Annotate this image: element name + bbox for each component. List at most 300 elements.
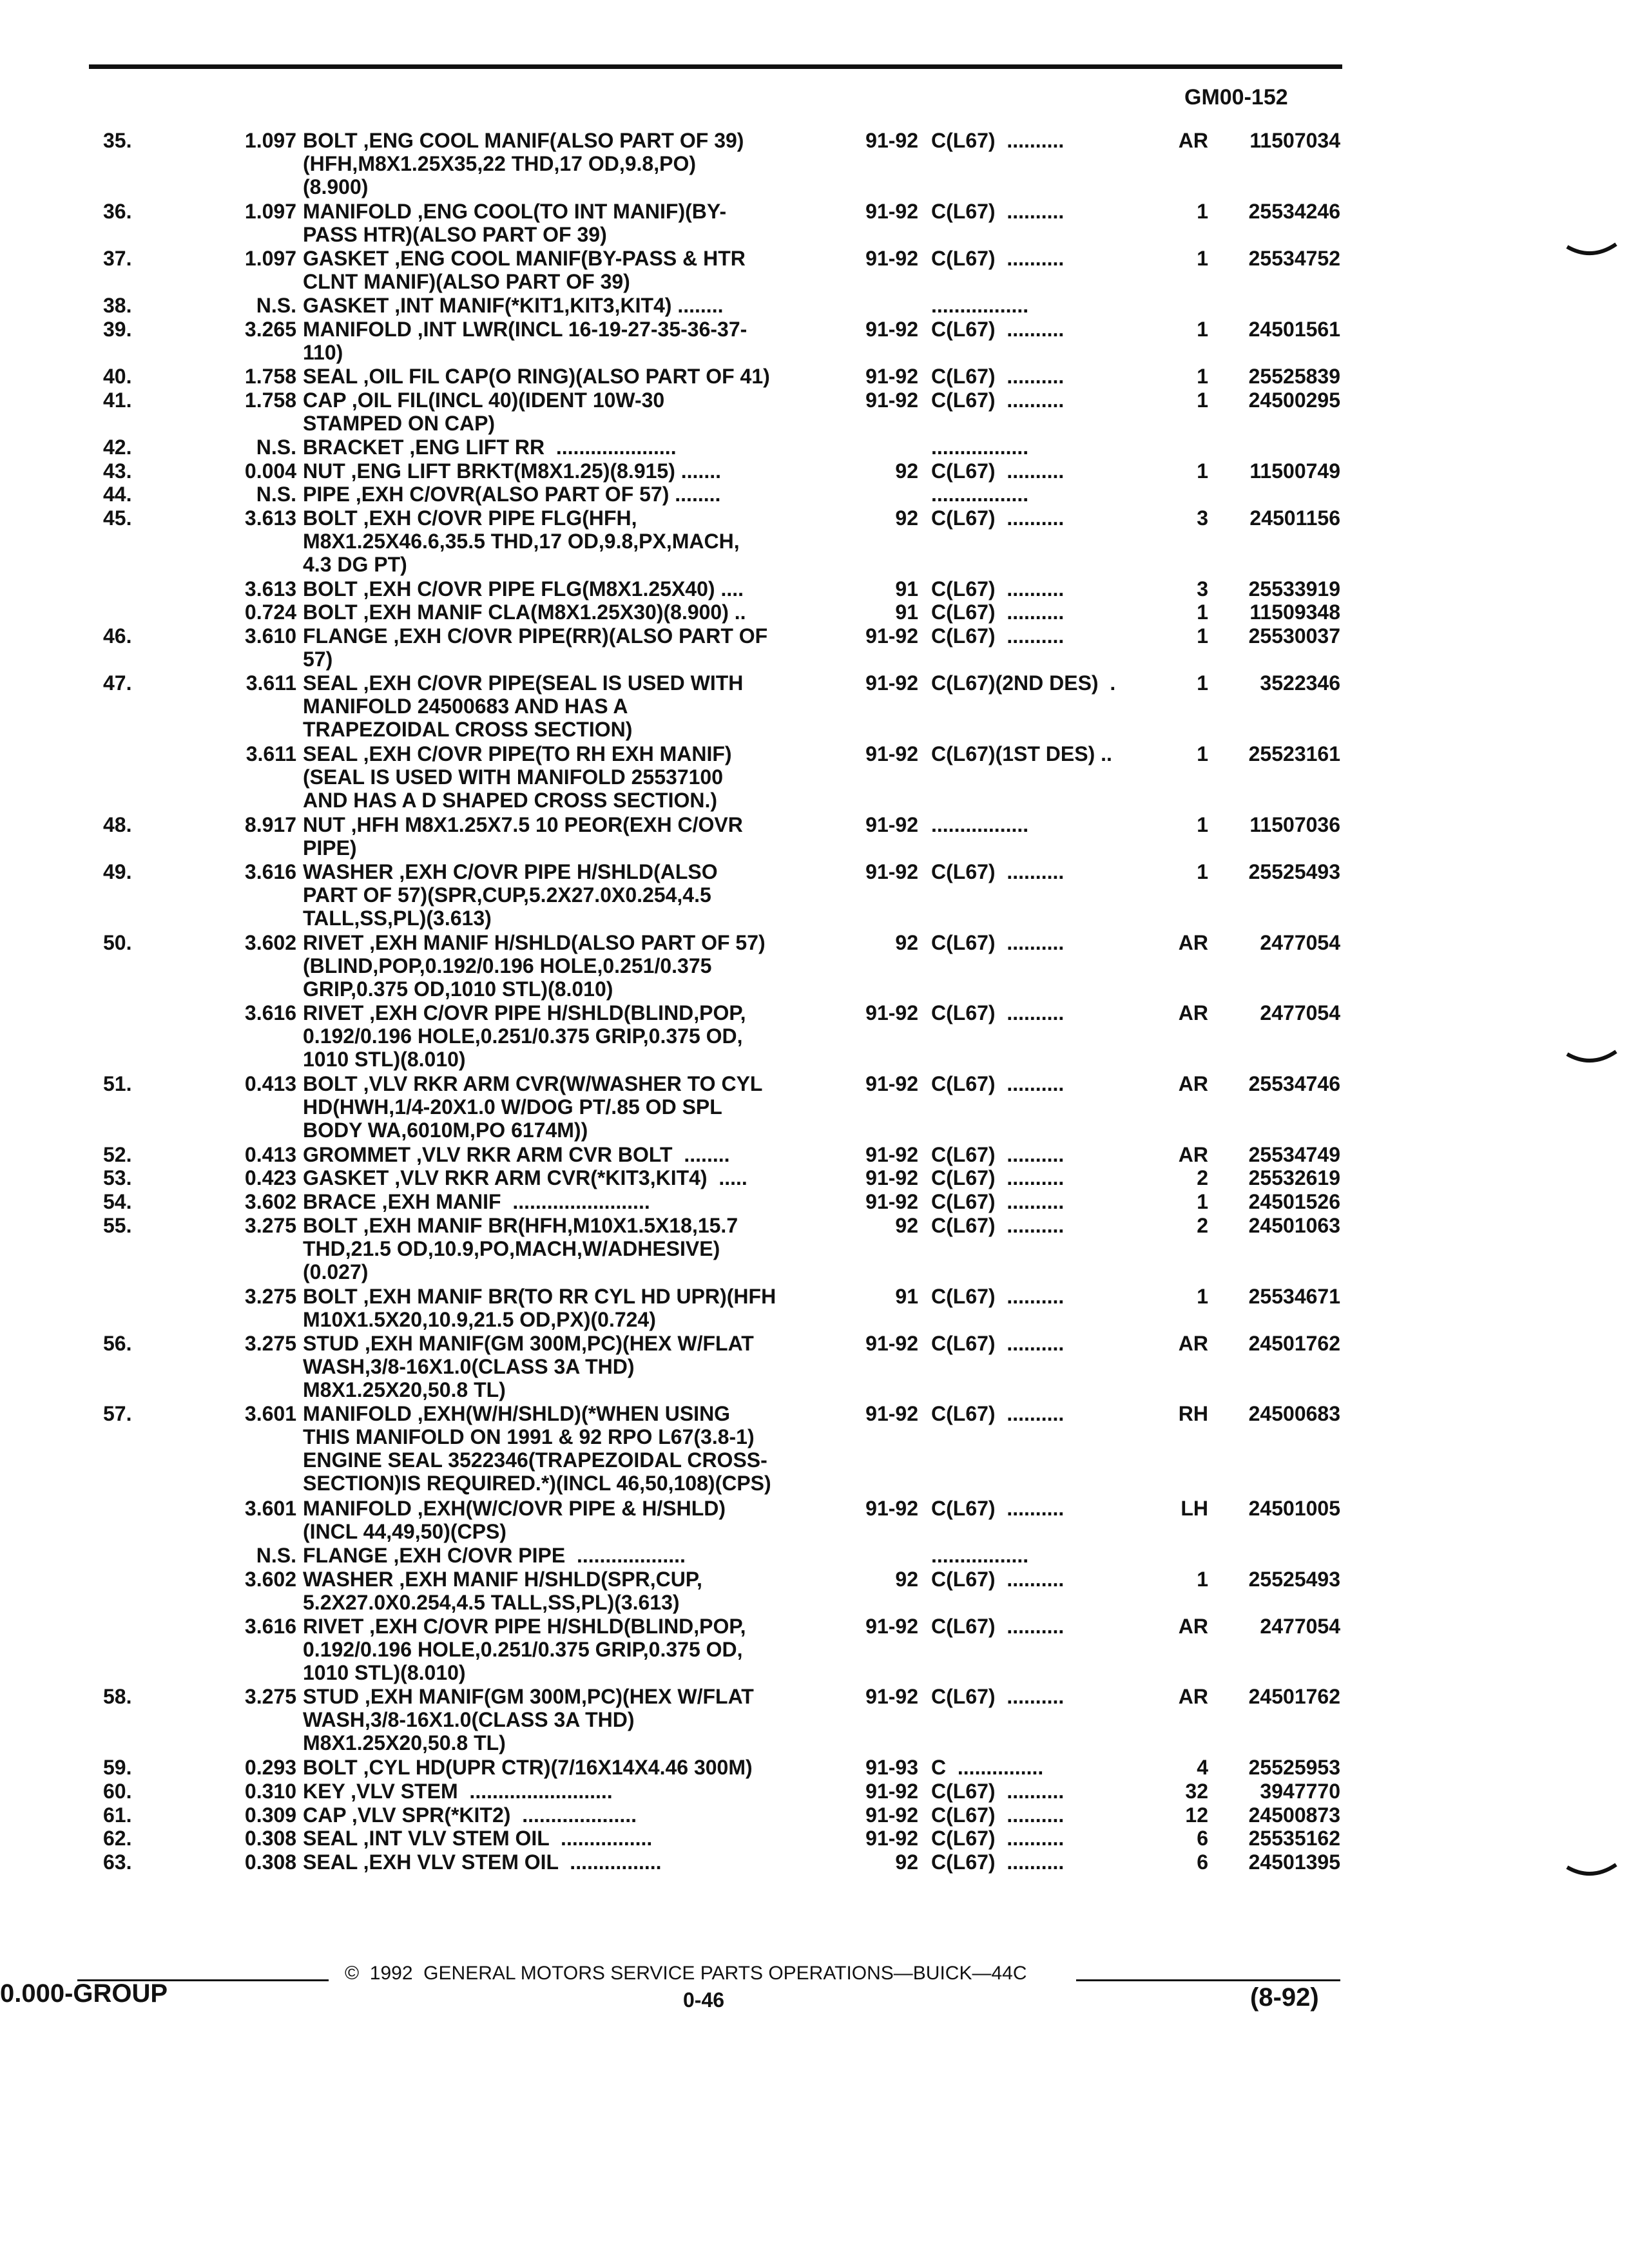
part-description [303,1615,831,1684]
quantity: RH [1178,1402,1208,1426]
model-years: 91-92 [865,1496,918,1520]
part-number: 11507036 [1249,812,1340,836]
part-detail: ,OIL FIL CAP(O RING)(ALSO PART OF 41) [357,365,770,388]
part-number: 24501156 [1249,506,1340,530]
description-line [303,1756,831,1779]
part-row [0,1615,1629,1686]
application: C(L67) .......... [931,1402,1065,1426]
description-line [303,1402,831,1425]
part-row [0,1568,1629,1615]
description-line [303,318,831,341]
description-line [303,671,831,695]
description-line [303,931,831,954]
description-line [303,1166,831,1189]
part-row [0,860,1629,931]
part-detail: ,CYL HD(UPR CTR)(7/16X14X4.46 300M) [357,1756,753,1780]
part-row [0,1850,1629,1874]
part-name: SEAL [303,1827,358,1850]
application: C(L67) .......... [931,1850,1065,1874]
part-name: GASKET [303,1166,389,1190]
description-line [303,1568,831,1591]
group-number: 3.275 [244,1331,296,1355]
part-detail: ,EXH MANIF BR(TO RR CYL HD UPR)(HFH [357,1284,776,1308]
model-years: 91-92 [865,860,918,883]
part-number: 24500873 [1248,1803,1340,1827]
part-number: 25523161 [1248,742,1340,765]
description-line [303,1685,831,1708]
description-line: SECTION)IS REQUIRED.*)(INCL 46,50,108)(CPS) [303,1472,771,1495]
model-years: 91-92 [865,1402,918,1426]
quantity: 3 [1197,506,1208,530]
description-line: 57) [303,648,333,671]
item-number: 38. [103,294,132,318]
part-detail: ,EXH(W/C/OVR PIPE & H/SHLD) [411,1496,726,1520]
application: C(L67)(1ST DES) .. [931,742,1112,765]
part-detail: ,EXH C/OVR PIPE FLG(M8X1.25X40) .... [357,577,744,601]
group-number: 0.310 [244,1779,296,1803]
part-description [303,1850,831,1874]
part-row [0,601,1629,624]
description-line [303,294,831,317]
description-line: 5.2X27.0X0.254,4.5 TALL,SS,PL)(3.613) [303,1590,680,1614]
model-years: 91-92 [865,671,918,695]
part-number: 2477054 [1260,1614,1340,1638]
part-detail: ,EXH MANIF ........................ [376,1190,650,1214]
part-description [303,1285,831,1331]
part-number: 24501762 [1248,1685,1340,1709]
description-line [303,1544,831,1567]
description-line: STAMPED ON CAP) [303,411,496,435]
group-number: 1.097 [244,129,296,152]
description-line [303,742,831,765]
item-number: 41. [103,388,132,412]
group-number: N.S. [256,435,296,459]
footer-copyright: © 1992 GENERAL MOTORS SERVICE PARTS OPERATIONS—BUICK—44C [345,1963,1027,1984]
application: C(L67) .......... [931,1072,1065,1095]
group-number: 0.724 [244,601,296,624]
application: C(L67) .......... [931,1001,1065,1025]
model-years: 91-92 [865,199,918,223]
description-line: THD,21.5 OD,10.9,PO,MACH,W/ADHESIVE) [303,1236,720,1260]
application: C(L67) .......... [931,459,1065,483]
model-years: 91-92 [865,1803,918,1827]
item-number: 58. [103,1685,132,1709]
item-number: 55. [103,1213,132,1237]
group-number: 3.275 [244,1685,296,1709]
part-row [0,483,1629,506]
application: C(L67) .......... [931,1685,1065,1709]
part-detail: ,EXH C/OVR PIPE(SEAL IS USED WITH [357,671,744,695]
description-line: PIPE) [303,836,357,860]
part-description [303,624,831,671]
description-line: 4.3 DG PT) [303,553,407,576]
description-line: TALL,SS,PL)(3.613) [303,906,492,930]
part-description [303,860,831,930]
part-description [303,1544,831,1567]
part-number: 25530037 [1248,624,1340,648]
application: C(L67)(2ND DES) . [931,671,1116,695]
part-detail: ,VLV STEM ......................... [345,1779,613,1803]
application: C(L67) .......... [931,199,1065,223]
part-detail: ,ENG LIFT BRKT(M8X1.25)(8.915) ....... [345,459,721,483]
part-row [0,1544,1629,1568]
item-number: 60. [103,1779,132,1803]
description-line [303,624,831,648]
part-name: KEY [303,1779,345,1803]
description-line [303,1214,831,1237]
hole-punch-mark-1 [1566,242,1617,267]
item-number: 43. [103,459,132,483]
description-line: TRAPEZOIDAL CROSS SECTION) [303,718,633,742]
part-number: 2477054 [1260,930,1340,954]
model-years: 91-93 [865,1756,918,1780]
description-line [303,813,831,836]
part-number: 24501561 [1248,317,1340,341]
part-description [303,483,831,506]
description-line: 0.192/0.196 HOLE,0.251/0.375 GRIP,0.375 OD, [303,1637,743,1661]
part-number: 25525493 [1248,860,1340,883]
description-line: 0.192/0.196 HOLE,0.251/0.375 GRIP,0.375 OD, [303,1024,743,1048]
description-line [303,860,831,883]
part-number: 11509348 [1249,601,1340,624]
quantity: 1 [1197,317,1208,341]
part-detail: ,EXH VLV STEM OIL ................ [357,1850,662,1874]
part-row [0,1072,1629,1143]
description-line: GRIP,0.375 OD,1010 STL)(8.010) [303,977,613,1001]
description-line [303,1780,831,1803]
model-years: 91-92 [865,129,918,152]
quantity: AR [1178,1614,1208,1638]
model-years: 91 [895,1284,918,1308]
item-number: 44. [103,483,132,506]
part-name: BOLT [303,1284,358,1308]
part-row [0,389,1629,436]
part-row [0,1332,1629,1403]
part-name: MANIFOLD [303,317,412,341]
group-number: 3.602 [244,930,296,954]
description-line [303,1615,831,1638]
part-row [0,742,1629,813]
application: ................. [931,435,1029,459]
part-detail: ,ENG LIFT RR ..................... [403,435,677,459]
quantity: AR [1178,1072,1208,1095]
description-line: (SEAL IS USED WITH MANIFOLD 25537100 [303,765,723,789]
quantity: 1 [1197,365,1208,388]
quantity: 1 [1197,812,1208,836]
quantity: 1 [1197,1567,1208,1591]
quantity: LH [1181,1496,1208,1520]
part-number: 3947770 [1260,1779,1340,1803]
quantity: 32 [1185,1779,1208,1803]
part-row [0,624,1629,671]
part-detail: ,EXH C/OVR PIPE ................... [387,1543,686,1567]
part-description [303,200,831,246]
model-years: 91-92 [865,812,918,836]
item-number: 50. [103,930,132,954]
application: C(L67) .......... [931,1142,1065,1166]
application: C(L67) .......... [931,577,1065,601]
part-detail: ,INT MANIF(*KIT1,KIT3,KIT4) ........ [389,294,724,318]
application: C(L67) .......... [931,1496,1065,1520]
quantity: AR [1178,1001,1208,1025]
quantity: 1 [1197,624,1208,648]
model-years: 91-92 [865,246,918,270]
application: C(L67) .......... [931,246,1065,270]
quantity: 4 [1197,1756,1208,1780]
part-number: 25534246 [1248,199,1340,223]
description-line [303,1072,831,1095]
part-description [303,1497,831,1543]
part-row [0,671,1629,742]
description-line: (8.900) [303,175,369,198]
part-row [0,1780,1629,1803]
part-detail: ,EXH C/OVR PIPE H/SHLD(BLIND,POP, [363,1614,746,1638]
quantity: 1 [1197,199,1208,223]
description-line: (INCL 44,49,50)(CPS) [303,1519,506,1543]
description-line: 110) [303,340,343,364]
item-number: 47. [103,671,132,695]
part-description [303,601,831,624]
application: ................. [931,1543,1029,1567]
part-name: BOLT [303,1756,358,1780]
application: ................. [931,812,1029,836]
part-name: RIVET [303,1614,364,1638]
quantity: AR [1178,1331,1208,1355]
model-years: 91-92 [865,1001,918,1025]
part-number: 25533919 [1248,577,1340,601]
footer-page-number: 0-46 [683,1988,725,2012]
item-number: 59. [103,1756,132,1780]
part-row [0,200,1629,247]
description-line: (0.027) [303,1260,369,1283]
part-name: CAP [303,388,346,412]
model-years: 91-92 [865,1190,918,1214]
group-number: 0.413 [244,1072,296,1095]
group-number: 3.602 [244,1190,296,1214]
part-name: BRACE [303,1190,376,1214]
part-name: FLANGE [303,624,388,648]
part-row [0,1001,1629,1072]
quantity: 12 [1185,1803,1208,1827]
description-line [303,1143,831,1166]
model-years: 91-92 [865,1614,918,1638]
part-description [303,294,831,317]
part-detail: ,EXH MANIF H/SHLD(SPR,CUP, [393,1567,702,1591]
quantity: 1 [1197,388,1208,412]
part-description [303,459,831,483]
part-number: 24501395 [1248,1850,1340,1874]
part-detail: ,ENG COOL(TO INT MANIF)(BY- [411,199,727,223]
model-years: 91-92 [865,1827,918,1850]
part-number: 24501526 [1248,1190,1340,1214]
model-years: 92 [895,930,918,954]
application: C(L67) .......... [931,1284,1065,1308]
description-line [303,1497,831,1520]
footer-date: (8-92) [1250,1983,1319,2012]
description-line [303,365,831,388]
part-name: WASHER [303,1567,394,1591]
item-number: 54. [103,1190,132,1214]
item-number: 56. [103,1331,132,1355]
group-number: 3.610 [244,624,296,648]
description-line: PART OF 57)(SPR,CUP,5.2X27.0X0.254,4.5 [303,883,711,907]
part-name: BOLT [303,1213,358,1237]
part-name: GASKET [303,246,389,270]
item-number: 57. [103,1402,132,1426]
part-row [0,1827,1629,1850]
part-description [303,931,831,1001]
part-detail: ,EXH C/OVR(ALSO PART OF 57) ........ [349,483,721,506]
description-line [303,1803,831,1827]
model-years: 92 [895,1213,918,1237]
group-number: 1.097 [244,199,296,223]
part-row [0,1402,1629,1496]
part-number: 24501005 [1248,1496,1340,1520]
part-description [303,1001,831,1071]
part-row [0,1285,1629,1332]
quantity: AR [1178,129,1208,152]
part-row [0,1803,1629,1827]
item-number: 63. [103,1850,132,1874]
group-number: 0.423 [244,1166,296,1190]
application: C ............... [931,1756,1044,1780]
part-detail: ,EXH C/OVR PIPE(RR)(ALSO PART OF [387,624,768,648]
description-line [303,459,831,483]
part-row [0,1497,1629,1544]
item-number: 36. [103,199,132,223]
part-number: 24501063 [1248,1213,1340,1237]
part-description [303,742,831,812]
model-years: 91-92 [865,1072,918,1095]
part-row [0,318,1629,365]
part-number: 25534749 [1248,1142,1340,1166]
description-line: ENGINE SEAL 3522346(TRAPEZOIDAL CROSS- [303,1448,767,1472]
catalog-code: GM00-152 [1184,85,1288,110]
description-line [303,1285,831,1308]
group-number: 3.601 [244,1402,296,1426]
quantity: AR [1178,1685,1208,1709]
part-description [303,389,831,435]
part-row [0,459,1629,483]
application: C(L67) .......... [931,1567,1065,1591]
group-number: 3.265 [244,317,296,341]
item-number: 51. [103,1072,132,1095]
application: C(L67) .......... [931,317,1065,341]
application: C(L67) .......... [931,1779,1065,1803]
part-description [303,1190,831,1213]
description-line: M8X1.25X46.6,35.5 THD,17 OD,9.8,PX,MACH, [303,530,740,553]
part-number: 25525839 [1248,365,1340,388]
part-description [303,129,831,198]
part-name: BOLT [303,1072,358,1095]
quantity: 1 [1197,601,1208,624]
part-name: NUT [303,459,345,483]
part-name: BRACKET [303,435,404,459]
description-line [303,247,831,270]
group-number: 0.309 [244,1803,296,1827]
quantity: 2 [1197,1166,1208,1190]
part-description [303,671,831,741]
application: C(L67) .......... [931,1331,1065,1355]
part-description [303,1332,831,1401]
part-description [303,506,831,576]
item-number: 61. [103,1803,132,1827]
part-description [303,1402,831,1495]
group-number: 3.601 [244,1496,296,1520]
description-line: (HFH,M8X1.25X35,22 THD,17 OD,9.8,PO) [303,152,696,175]
description-line: M8X1.25X20,50.8 TL) [303,1731,506,1755]
part-number: 3522346 [1260,671,1340,695]
part-detail: ,OIL FIL(INCL 40)(IDENT 10W-30 [345,388,665,412]
item-number: 46. [103,624,132,648]
group-number: 3.616 [244,860,296,883]
group-number: 3.613 [244,506,296,530]
part-detail: ,HFH M8X1.25X7.5 10 PEOR(EXH C/OVR [345,812,743,836]
part-name: BOLT [303,129,358,152]
description-line: M8X1.25X20,50.8 TL) [303,1378,506,1401]
group-number: 3.616 [244,1001,296,1025]
quantity: 1 [1197,860,1208,883]
part-name: RIVET [303,1001,364,1025]
part-number: 25534671 [1248,1284,1340,1308]
part-detail: ,ENG COOL MANIF(ALSO PART OF 39) [357,129,744,152]
description-line [303,200,831,223]
quantity: 1 [1197,459,1208,483]
description-line: THIS MANIFOLD ON 1991 & 92 RPO L67(3.8-1) [303,1425,755,1449]
part-number: 24500295 [1248,388,1340,412]
part-description [303,577,831,601]
application: C(L67) .......... [931,1166,1065,1190]
model-years: 92 [895,506,918,530]
description-line: WASH,3/8-16X1.0(CLASS 3A THD) [303,1354,635,1378]
application: C(L67) .......... [931,506,1065,530]
part-detail: ,EXH C/OVR PIPE H/SHLD(BLIND,POP, [363,1001,746,1025]
part-name: FLANGE [303,1543,388,1567]
part-description [303,1685,831,1754]
part-description [303,813,831,860]
part-row [0,931,1629,1002]
part-description [303,318,831,364]
part-detail: ,VLV RKR ARM CVR BOLT ........ [410,1142,730,1166]
description-line: 1010 STL)(8.010) [303,1660,466,1684]
part-name: MANIFOLD [303,1496,412,1520]
group-number: N.S. [256,483,296,506]
part-name: SEAL [303,365,358,388]
part-number: 24501762 [1248,1331,1340,1355]
part-detail: ,VLV RKR ARM CVR(*KIT3,KIT4) ..... [389,1166,747,1190]
item-number: 42. [103,435,132,459]
group-number: 0.308 [244,1827,296,1850]
part-number: 2477054 [1260,1001,1340,1025]
description-line: (BLIND,POP,0.192/0.196 HOLE,0.251/0.375 [303,954,712,977]
part-description [303,1780,831,1803]
group-number: 0.293 [244,1756,296,1780]
part-detail: ,ENG COOL MANIF(BY-PASS & HTR [389,246,746,270]
quantity: 1 [1197,671,1208,695]
part-detail: ,EXH MANIF(GM 300M,PC)(HEX W/FLAT [359,1685,754,1709]
part-name: CAP [303,1803,346,1827]
part-detail: ,INT LWR(INCL 16-19-27-35-36-37- [411,317,747,341]
quantity: 2 [1197,1213,1208,1237]
application: ................. [931,483,1029,506]
part-description [303,1568,831,1614]
part-description [303,1166,831,1189]
part-number: 25532619 [1248,1166,1340,1190]
application: C(L67) .......... [931,601,1065,624]
quantity: 1 [1197,246,1208,270]
application: ................. [931,294,1029,318]
item-number: 62. [103,1827,132,1850]
